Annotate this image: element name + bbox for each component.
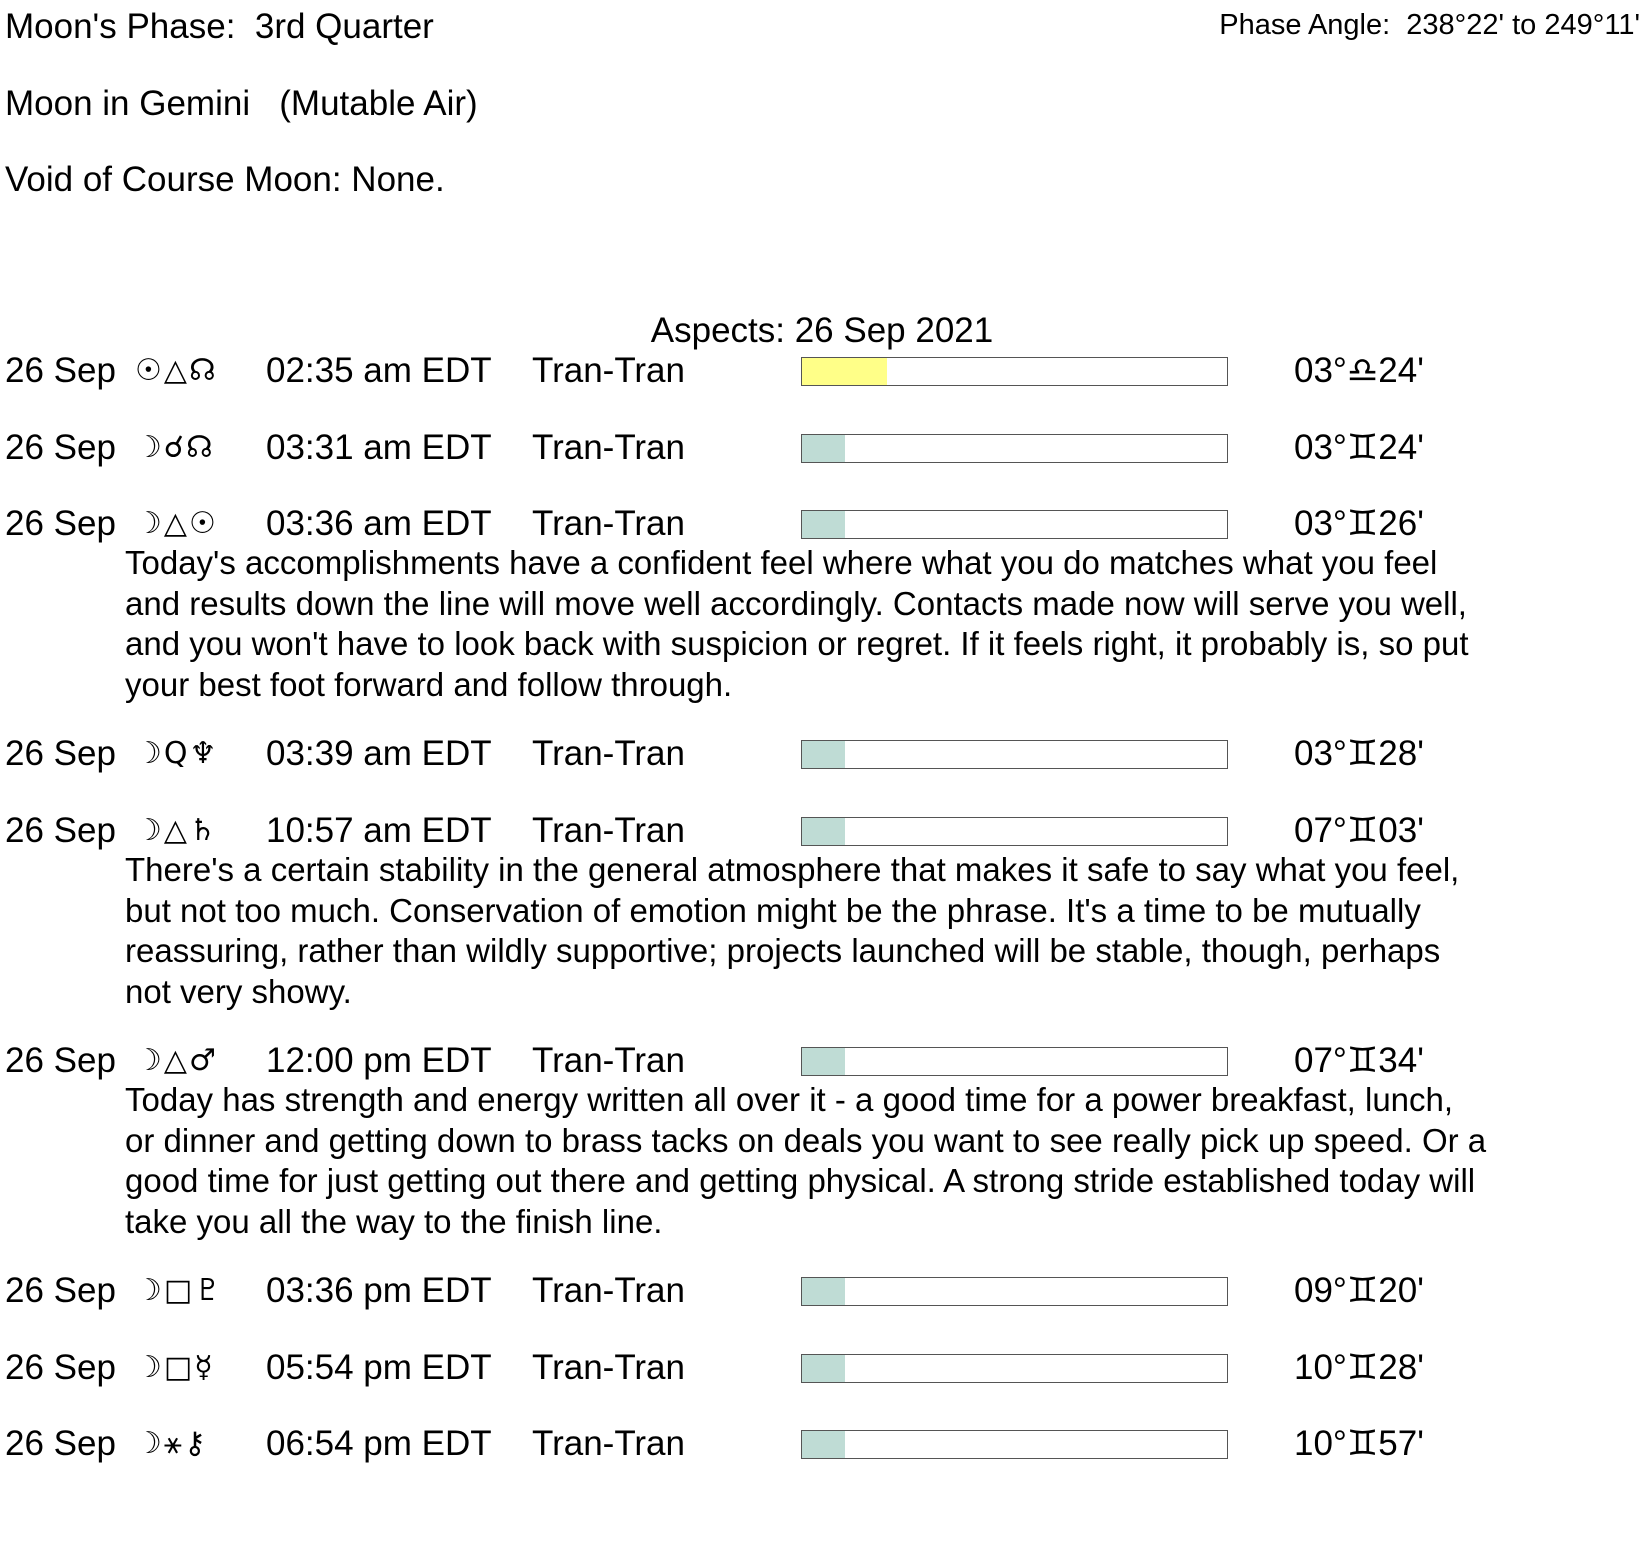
aspect-time: 10:57 am EDT <box>266 811 492 850</box>
strength-bar-fill <box>802 1278 845 1305</box>
aspect-row <box>0 350 1644 392</box>
strength-bar-fill <box>802 818 845 845</box>
strength-bar <box>801 1047 1228 1076</box>
strength-bar-fill <box>802 511 845 538</box>
moon-sign: Moon in Gemini (Mutable Air) <box>5 84 478 123</box>
phase-angle: Phase Angle: 238°22' to 249°11' <box>1219 9 1640 41</box>
aspect-position: 03°♊24' <box>1294 428 1424 467</box>
aspect-time: 06:54 pm EDT <box>266 1424 492 1463</box>
aspect-time: 03:36 pm EDT <box>266 1271 492 1310</box>
strength-bar-fill <box>802 1048 845 1075</box>
aspect-date: 26 Sep <box>5 504 116 543</box>
strength-bar <box>801 817 1228 846</box>
aspects-title: Aspects: 26 Sep 2021 <box>650 311 994 350</box>
aspect-glyphs-icon: ☽Q♆ <box>135 736 219 771</box>
description-line: but not too much. Conservation of emotion might be the phrase. It's a time to be mutually <box>125 891 1421 929</box>
strength-bar-fill <box>802 741 845 768</box>
aspect-date: 26 Sep <box>5 1348 116 1387</box>
aspect-date: 26 Sep <box>5 734 116 773</box>
aspect-glyphs-icon: ☽△♄ <box>135 813 218 848</box>
aspect-time: 05:54 pm EDT <box>266 1348 492 1387</box>
aspect-glyphs-icon: ☽□♇ <box>135 1273 224 1308</box>
aspect-glyphs-icon: ☽☌☊ <box>135 430 215 465</box>
aspect-row <box>0 1040 1644 1082</box>
aspect-type: Tran-Tran <box>532 1041 685 1080</box>
description-line: and results down the line will move well accordingly. Contacts made now will serve you well, <box>125 584 1467 622</box>
aspect-date: 26 Sep <box>5 811 116 850</box>
description-line: not very showy. <box>125 972 352 1010</box>
aspect-glyphs-icon: ☽□☿ <box>135 1350 215 1385</box>
aspect-glyphs-icon: ☽△♂ <box>135 1043 218 1078</box>
aspect-row <box>0 1270 1644 1312</box>
strength-bar <box>801 510 1228 539</box>
aspect-position: 07°♊34' <box>1294 1041 1424 1080</box>
aspect-description <box>125 850 1625 1012</box>
aspect-row <box>0 733 1644 775</box>
aspect-date: 26 Sep <box>5 1041 116 1080</box>
aspect-type: Tran-Tran <box>532 1271 685 1310</box>
description-line: and you won't have to look back with suspicion or regret. If it feels right, it probably is, so put <box>125 625 1469 662</box>
aspect-date: 26 Sep <box>5 428 116 467</box>
aspect-position: 10°♊57' <box>1294 1424 1424 1463</box>
description-line: or dinner and getting down to brass tacks on deals you want to see really pick up speed. Or a <box>125 1121 1487 1159</box>
aspect-type: Tran-Tran <box>532 734 685 773</box>
aspect-time: 03:36 am EDT <box>266 504 492 543</box>
aspect-row <box>0 427 1644 469</box>
aspect-time: 03:39 am EDT <box>266 734 492 773</box>
void-of-course: Void of Course Moon: None. <box>5 160 445 199</box>
aspect-position: 09°♊20' <box>1294 1271 1424 1310</box>
aspect-description <box>125 543 1625 705</box>
aspect-date: 26 Sep <box>5 1271 116 1310</box>
aspect-description <box>125 1080 1625 1242</box>
aspect-type: Tran-Tran <box>532 351 685 390</box>
aspect-date: 26 Sep <box>5 351 116 390</box>
strength-bar-fill <box>802 1355 845 1382</box>
strength-bar <box>801 357 1228 386</box>
aspect-time: 12:00 pm EDT <box>266 1041 492 1080</box>
strength-bar-fill <box>802 1431 845 1458</box>
aspect-glyphs-icon: ☽△☉ <box>135 506 218 541</box>
aspect-row <box>0 810 1644 852</box>
aspect-time: 03:31 am EDT <box>266 428 492 467</box>
aspect-date: 26 Sep <box>5 1424 116 1463</box>
strength-bar <box>801 1277 1228 1306</box>
strength-bar <box>801 1430 1228 1459</box>
aspect-position: 10°♊28' <box>1294 1348 1424 1387</box>
aspect-position: 03°♎24' <box>1294 351 1424 390</box>
aspect-position: 07°♊03' <box>1294 811 1424 850</box>
strength-bar-fill <box>802 358 887 385</box>
aspect-type: Tran-Tran <box>532 504 685 543</box>
description-line: reassuring, rather than wildly supportive; projects launched will be stable, though, perhaps <box>125 932 1441 969</box>
description-line: good time for just getting out there and getting physical. A strong stride established today will <box>125 1162 1476 1199</box>
aspect-position: 03°♊28' <box>1294 734 1424 773</box>
aspect-type: Tran-Tran <box>532 1424 685 1463</box>
description-line: There's a certain stability in the general atmosphere that makes it safe to say what you feel, <box>125 851 1460 888</box>
aspect-row <box>0 1347 1644 1389</box>
aspect-row <box>0 503 1644 545</box>
strength-bar <box>801 434 1228 463</box>
aspect-position: 03°♊26' <box>1294 504 1424 543</box>
aspect-time: 02:35 am EDT <box>266 351 492 390</box>
aspect-type: Tran-Tran <box>532 811 685 850</box>
strength-bar-fill <box>802 435 845 462</box>
description-line: Today's accomplishments have a confident feel where what you do matches what you feel <box>125 544 1438 581</box>
strength-bar <box>801 740 1228 769</box>
aspect-row <box>0 1423 1644 1465</box>
aspect-glyphs-icon: ☽⚹⚷ <box>135 1426 208 1461</box>
moon-phase: Moon's Phase: 3rd Quarter <box>5 7 434 46</box>
aspect-type: Tran-Tran <box>532 1348 685 1387</box>
description-line: Today has strength and energy written all over it - a good time for a power breakfast, lunch, <box>125 1081 1454 1118</box>
description-line: your best foot forward and follow through. <box>125 665 733 703</box>
aspect-type: Tran-Tran <box>532 428 685 467</box>
aspect-glyphs-icon: ☉△☊ <box>135 353 218 388</box>
description-line: take you all the way to the finish line. <box>125 1202 663 1240</box>
strength-bar <box>801 1354 1228 1383</box>
